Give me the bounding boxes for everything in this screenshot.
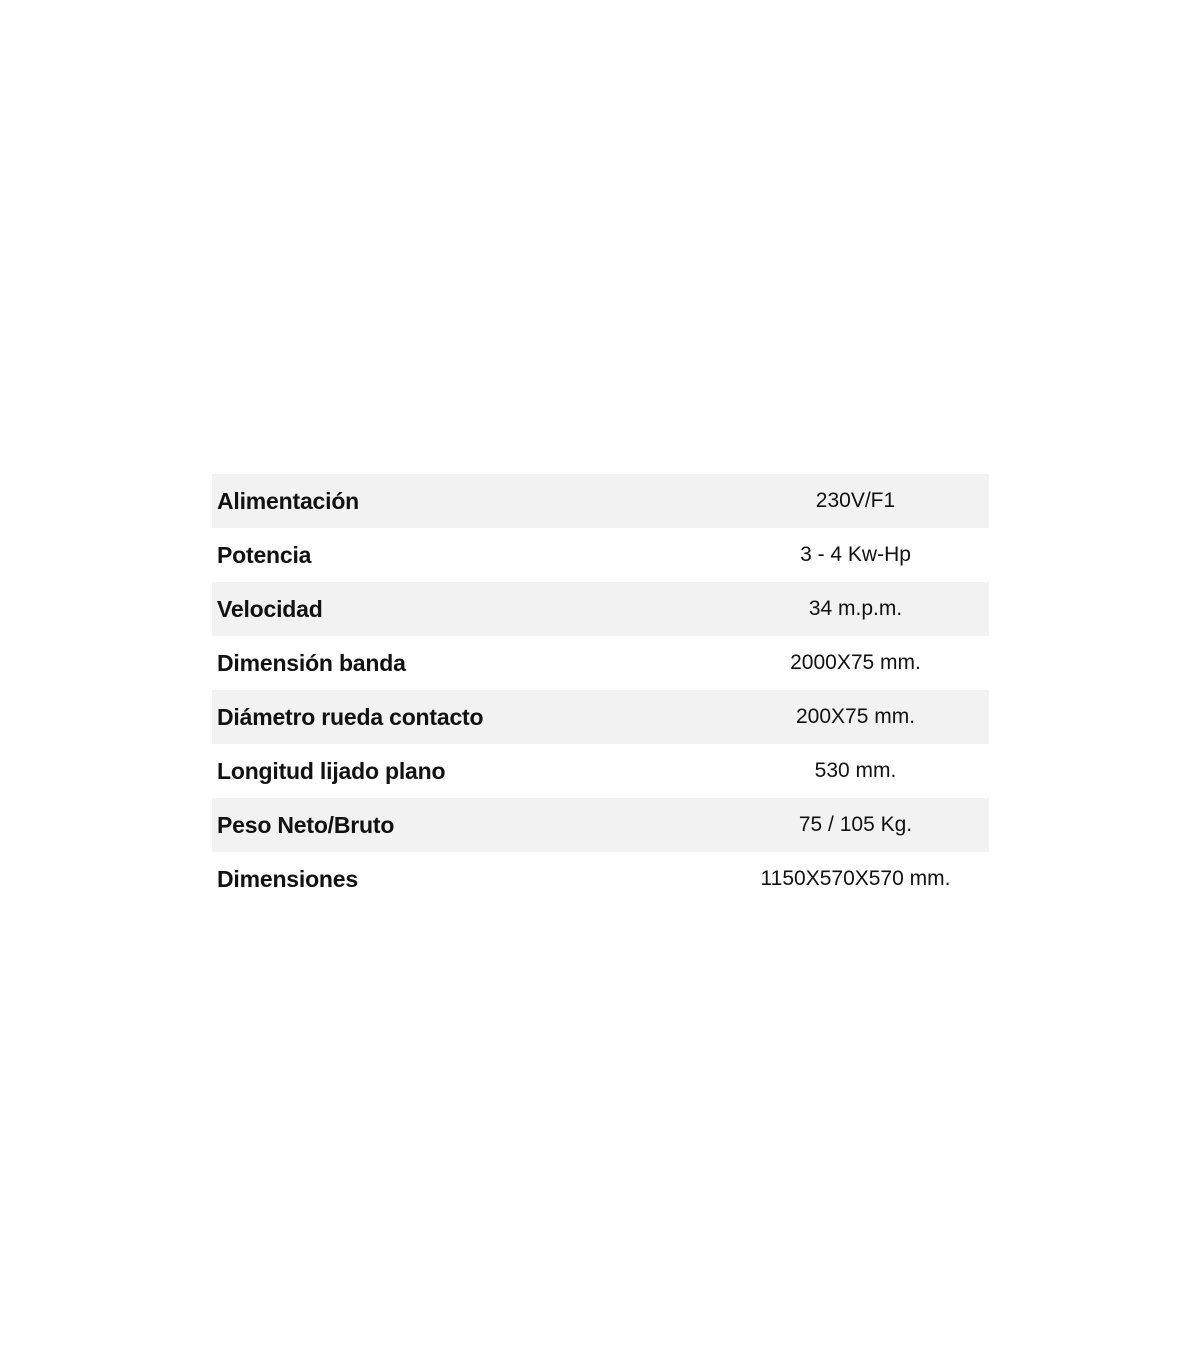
- spec-value: 75 / 105 Kg.: [798, 813, 913, 836]
- spec-row-potencia: [212, 528, 989, 582]
- spec-label: Dimensiones: [217, 865, 358, 892]
- spec-row-velocidad: [212, 582, 989, 636]
- spec-label: Longitud lijado plano: [217, 757, 446, 784]
- spec-row-dimension-banda: [212, 636, 989, 690]
- spec-table: [212, 474, 989, 906]
- spec-value: 230V/F1: [815, 489, 896, 512]
- spec-label: Alimentación: [217, 487, 360, 514]
- spec-row-dimensiones: [212, 852, 989, 906]
- spec-table-body: [212, 474, 989, 906]
- spec-value: 530 mm.: [814, 759, 897, 782]
- spec-row-alimentacion: [212, 474, 989, 528]
- spec-value: 3 - 4 Kw-Hp: [800, 543, 911, 566]
- spec-label: Diámetro rueda contacto: [217, 703, 484, 730]
- spec-label: Potencia: [217, 541, 312, 568]
- spec-value: 2000X75 mm.: [790, 651, 921, 674]
- spec-label: Dimensión banda: [217, 649, 406, 676]
- spec-label: Velocidad: [217, 595, 323, 622]
- spec-label: Peso Neto/Bruto: [217, 811, 395, 838]
- spec-row-peso: [212, 798, 989, 852]
- spec-value: 200X75 mm.: [795, 705, 916, 728]
- spec-row-diametro-rueda: [212, 690, 989, 744]
- spec-value: 34 m.p.m.: [808, 597, 903, 620]
- spec-value: 1150X570X570 mm.: [760, 867, 951, 890]
- spec-row-longitud-lijado: [212, 744, 989, 798]
